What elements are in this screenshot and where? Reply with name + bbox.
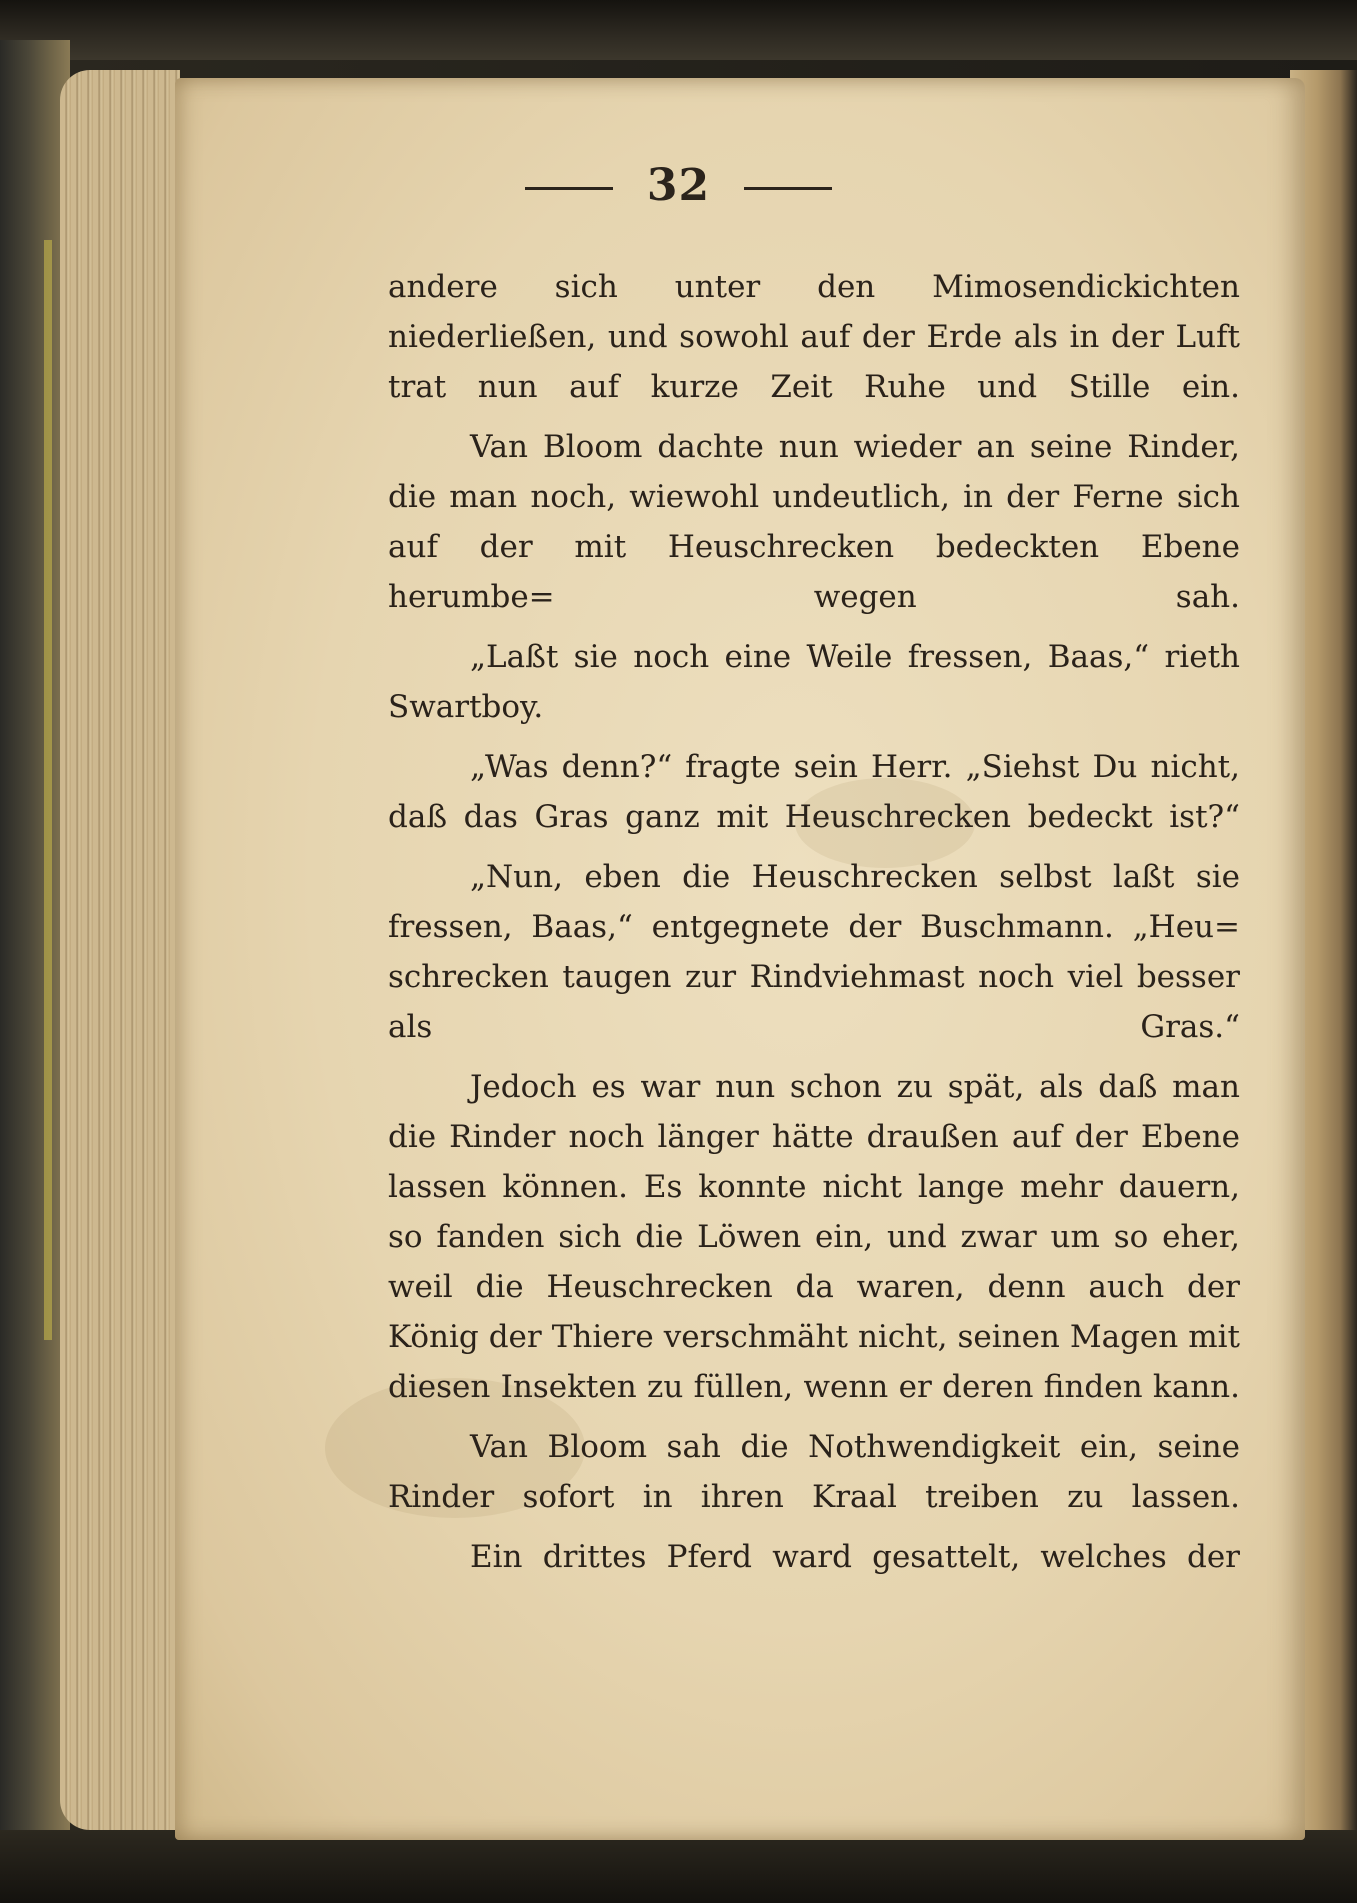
paragraph: Van Bloom sah die Nothwendigkeit ein, seine Rinder sofort in ihren Kraal treiben zu lassen. bbox=[388, 1429, 1240, 1515]
paragraph: „Nun, eben die Heuschrecken selbst laßt sie fressen, Baas,“ entgegnete der Buschmann. „Heu= schrecken taugen zur Rindviehmast noch viel besser als Gras.“ bbox=[388, 859, 1240, 1045]
page-number-dash-right bbox=[744, 187, 832, 190]
page-number-dash-left bbox=[525, 187, 613, 190]
binding-stripe bbox=[44, 240, 52, 1340]
paragraph: Jedoch es war nun schon zu spät, als daß man die Rinder noch länger hätte draußen auf der Ebene lassen können. Es konnte nicht lange mehr dauern, so fanden sich die Löwen ein, und zwar um so eher, weil die Heuschrecken da waren, denn auch der König der Thiere verschmäht nicht, seinen Magen mit diesen Insekten zu füllen, wenn er deren finden kann. bbox=[388, 1069, 1240, 1405]
page-number bbox=[0, 160, 1357, 211]
page-number-value: 32 bbox=[646, 160, 711, 211]
paragraph: „Laßt sie noch eine Weile fressen, Baas,“ rieth Swartboy. bbox=[388, 639, 1240, 725]
stacked-page-edges bbox=[60, 70, 180, 1830]
book-cover-bottom bbox=[0, 1830, 1357, 1903]
body-text bbox=[388, 262, 1240, 1592]
paragraph: Ein drittes Pferd ward gesattelt, welches der bbox=[470, 1539, 1240, 1575]
paragraph: andere sich unter den Mimosendickichten niederließen, und sowohl auf der Erde als in der Luft trat nun auf kurze Zeit Ruhe und Stille ein. bbox=[388, 269, 1240, 405]
book-cover-top bbox=[0, 0, 1357, 60]
paragraph: „Was denn?“ fragte sein Herr. „Siehst Du nicht, daß das Gras ganz mit Heuschrecken bedeckt ist?“ bbox=[388, 749, 1240, 835]
paragraph: Van Bloom dachte nun wieder an seine Rinder, die man noch, wiewohl undeutlich, in der Ferne sich auf der mit Heuschrecken bedeckten Ebene herumbe= wegen sah. bbox=[388, 429, 1240, 615]
